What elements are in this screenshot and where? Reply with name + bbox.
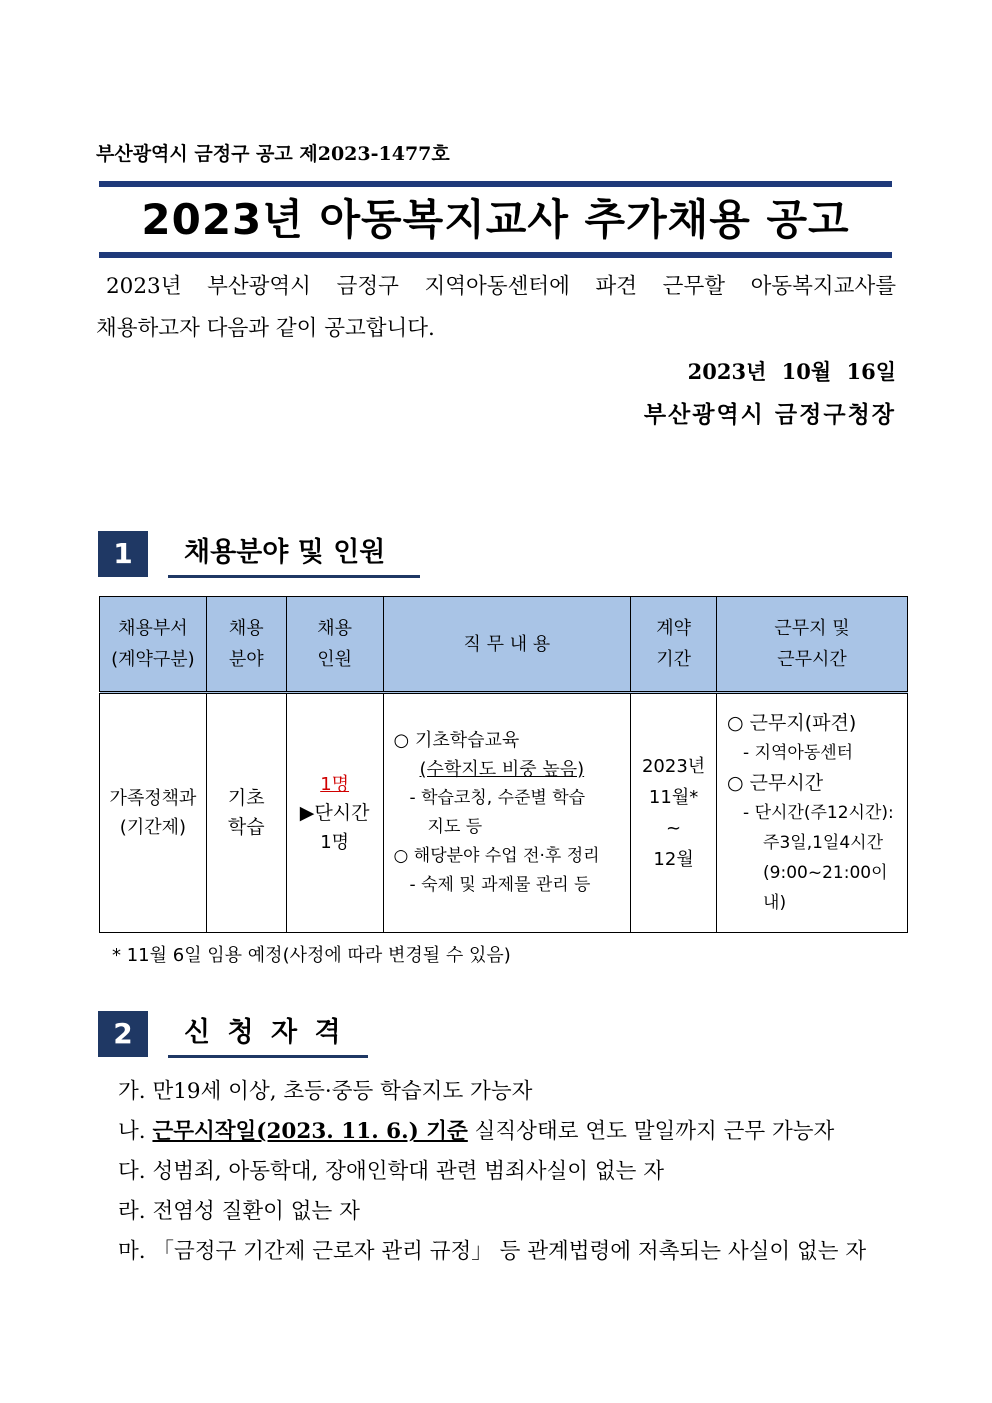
list-item: 라. 전염성 질환이 없는 자: [118, 1199, 360, 1224]
intro-line-2: 채용하고자 다음과 같이 공고합니다.: [96, 316, 435, 341]
header-field: 채용 분야: [206, 597, 286, 693]
header-place: 근무지 및 근무시간: [717, 597, 908, 693]
section-1-title: 채용분야 및 인원: [168, 531, 420, 578]
recruitment-table: [99, 596, 908, 933]
list-item: 나. 근무시작일(2023. 11. 6.) 기준 실직상태로 연도 말일까지 근무 가능자: [118, 1119, 835, 1144]
title-top-rule: [99, 181, 892, 187]
header-period: 계약 기간: [631, 597, 717, 693]
header-duty: 직 무 내 용: [383, 597, 631, 693]
header-dept: 채용부서 (계약구분): [100, 597, 207, 693]
table-row: [100, 693, 908, 933]
count-total: 1명: [320, 773, 350, 795]
notice-date: 2023년 10월 16일: [687, 359, 896, 384]
list-item: 다. 성범죄, 아동학대, 장애인학대 관련 범죄사실이 없는 자: [118, 1159, 665, 1184]
list-item: 가. 만19세 이상, 초등·중등 학습지도 가능자: [118, 1079, 533, 1104]
header-count: 채용 인원: [286, 597, 383, 693]
cell-place: ○ 근무지(파견) - 지역아동센터 ○ 근무시간 - 단시간(주12시간): 주3일,1일4시간 (9:00~21:00이내): [717, 693, 908, 933]
table-header-row: [100, 597, 908, 693]
cell-dept: 가족정책과 (기간제): [100, 693, 207, 933]
qualification-list: [118, 1072, 908, 1272]
list-item: 마. 「금정구 기간제 근로자 관리 규정」 등 관계법령에 저촉되는 사실이 없는 자: [118, 1239, 867, 1264]
issuer: 부산광역시 금정구청장: [643, 401, 896, 428]
footnote: * 11월 6일 임용 예정(사정에 따라 변경될 수 있음): [112, 945, 511, 966]
intro-paragraph: [96, 266, 896, 350]
cell-count: [286, 693, 383, 933]
count-type: ▶단시간: [299, 801, 370, 824]
cell-period: 2023년 11월* ~ 12월: [631, 693, 717, 933]
notice-number: 부산광역시 금정구 공고 제2023-1477호: [96, 143, 450, 165]
cell-duty: ○ 기초학습교육 (수학지도 비중 높음) - 학습코칭, 수준별 학습 지도 등 ○ 해당분야 수업 전·후 정리 - 숙제 및 과제물 관리 등: [383, 693, 631, 933]
intro-line-1: 2023년 부산광역시 금정구 지역아동센터에 파견 근무할 아동복지교사를: [106, 274, 896, 299]
section-1-number: 1: [98, 531, 148, 577]
section-2-number: 2: [98, 1011, 148, 1057]
title-bottom-rule: [99, 252, 892, 258]
count-sub: 1명: [320, 831, 350, 853]
cell-field: 기초 학습: [206, 693, 286, 933]
section-2-title: 신 청 자 격: [168, 1011, 368, 1058]
page-title: 2023년 아동복지교사 추가채용 공고: [141, 195, 850, 244]
